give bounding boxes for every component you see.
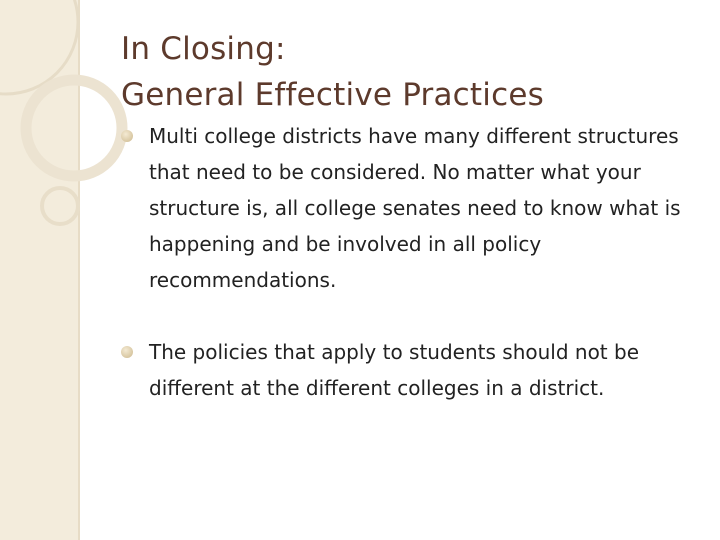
slide-title xyxy=(121,26,544,118)
bullet-dot-icon xyxy=(121,130,133,142)
bullet-item xyxy=(121,118,711,298)
bullet-list xyxy=(121,118,711,406)
bullet-text: The policies that apply to students should not be different at the different colleges in a district. xyxy=(149,340,639,400)
title-line-1: In Closing: xyxy=(121,31,286,67)
bullet-item xyxy=(121,334,711,406)
title-line-2: General Effective Practices xyxy=(121,77,544,113)
side-divider xyxy=(78,0,80,540)
bullet-dot-icon xyxy=(121,346,133,358)
side-band xyxy=(0,0,78,540)
bullet-text: Multi college districts have many different structures that need to be considered. No matter what your structure is, all college senates need to know what is happening and be involved in all policy recommendations. xyxy=(149,124,681,292)
